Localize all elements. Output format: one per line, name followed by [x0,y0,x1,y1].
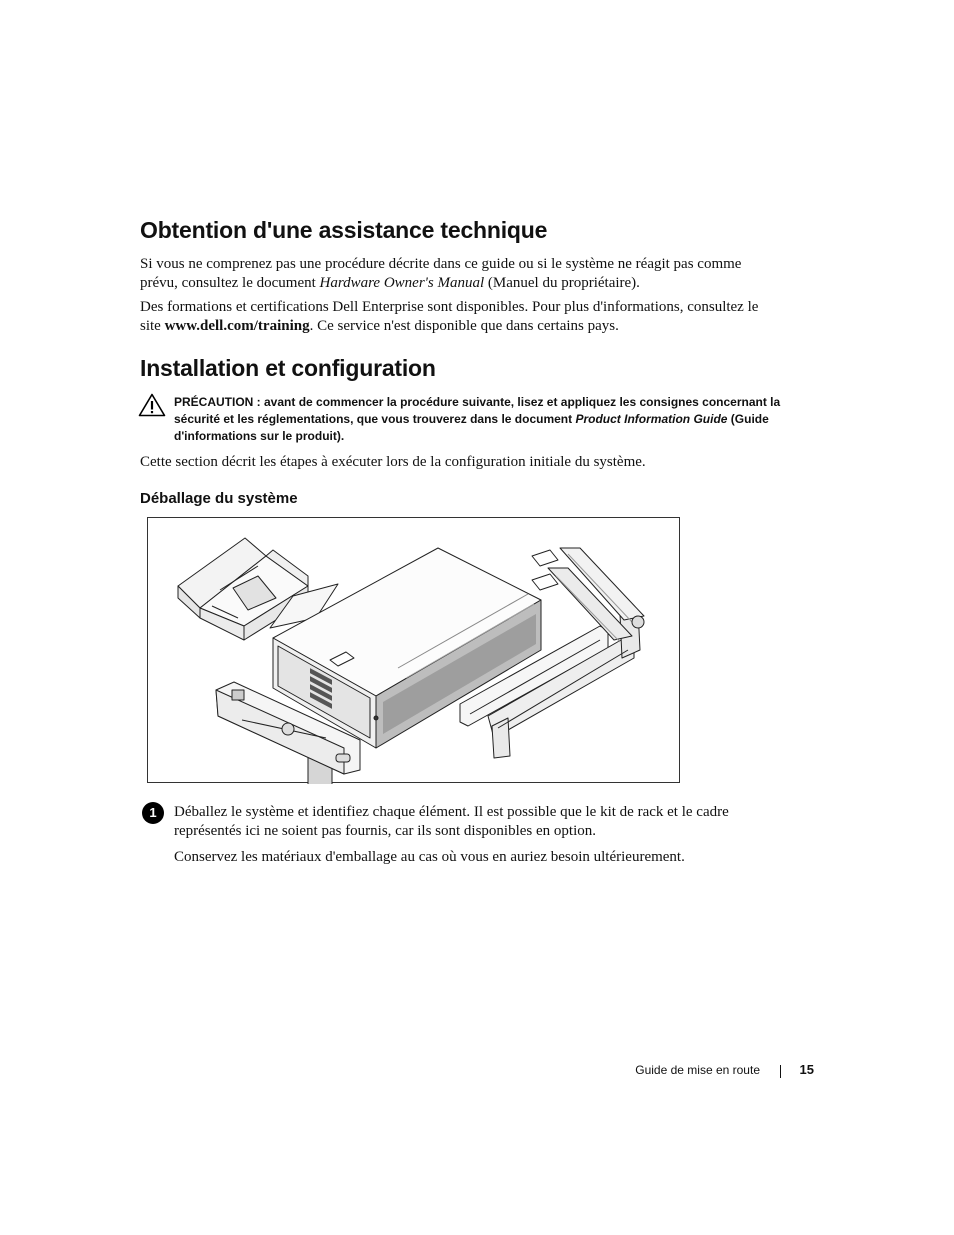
subsection-heading-unpacking: Déballage du système [140,490,298,507]
section-heading-support: Obtention d'une assistance technique [140,217,548,243]
manual-title: Hardware Owner's Manual [319,275,485,291]
installation-intro: Cette section décrit les étapes à exécuter lors de la configuration initiale du système. [140,454,646,470]
footer-separator [780,1065,781,1078]
step-1-text: Déballez le système et identifiez chaque élément. Il est possible que le kit de rack et le cadre représentés ici ne soient pas fournis, car ils sont disponibles en option. [174,804,729,839]
support-paragraph-2: Des formations et certifications Dell Enterprise sont disponibles. Pour plus d'informations, consultez le site www.dell.com/training. Ce service n'est disponible que dans certains pays. [140,299,759,334]
page-footer [560,1062,814,1080]
step-1-note: Conservez les matériaux d'emballage au cas où vous en auriez besoin ultérieurement. [174,849,685,865]
section-heading-installation: Installation et configuration [140,355,436,381]
page-number: 15 [799,1062,814,1077]
unpacking-illustration [147,517,680,783]
training-link[interactable]: www.dell.com/training [164,318,310,334]
warning-triangle-icon [138,393,166,417]
support-paragraph-1: Si vous ne comprenez pas une procédure décrite dans ce guide ou si le système ne réagit pas comme prévu, consultez le document Hardware Owner's Manual (Manuel du propriétaire). [140,256,742,291]
footer-guide-title: Guide de mise en route [635,1063,760,1077]
caution-text: PRÉCAUTION : avant de commencer la procédure suivante, lisez et appliquez les consignes concernant la sécurité et les réglementations, que vous trouverez dans le document Product Information Guide (Guide d'informations sur le produit). [174,395,781,443]
step-number-badge: 1 [142,802,164,824]
product-guide-title: Product Information Guide [575,412,728,426]
caution-notice [138,393,788,449]
caution-label: PRÉCAUTION : [174,395,261,409]
